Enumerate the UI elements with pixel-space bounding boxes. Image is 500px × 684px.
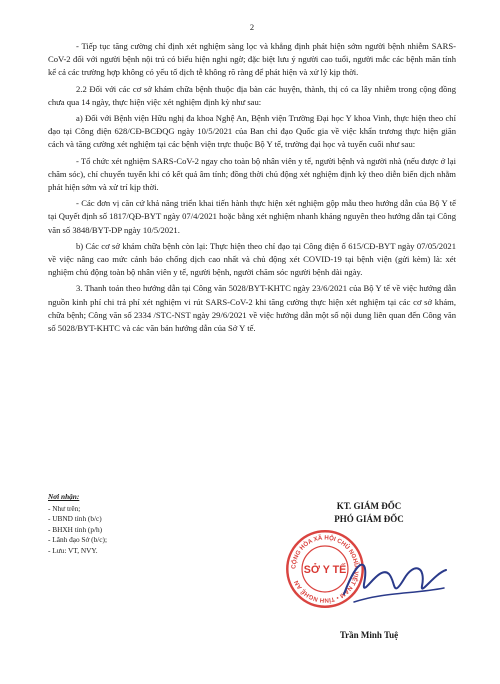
page-number: 2 [249,22,255,32]
signer-name: Trần Minh Tuệ [339,630,399,640]
recipient-item: - Như trên; [48,503,81,513]
handwritten-signature-icon [334,544,454,614]
document-body [48,40,456,335]
recipient-item: - Lưu: VT, NVY. [48,545,98,555]
paragraph-item-a: a) Đối với Bệnh viện Hữu nghị đa khoa Nghệ An, Bệnh viện Trường Đại học Y khoa Vinh, thực hiện theo chỉ đạo tại Công điện 628/CĐ-BCĐQG ngày 10/5/2021 của Ban chỉ đạo Quốc gia về việc khẩn trương thực hiện giãn cách và tăng cường xét nghiệm tại các bệnh viện trực thuộc Bộ Y tế, trường đại học và tuyến cuối như sau: [48,113,456,150]
recipient-item: - BHXH tỉnh (p/h) [48,524,103,534]
signature-role-line2: PHÓ GIÁM ĐỐC [334,514,404,524]
signature-block [274,500,464,640]
paragraph-section-3: 3. Thanh toán theo hướng dẫn tại Công văn 5028/BYT-KHTC ngày 23/6/2021 của Bộ Y tế về việc hướng dẫn nguồn kinh phí chi trả phí xét nghiệm vi rút SARS-CoV-2 khi tăng cường thực hiện xét nghiệm tại các cơ sở khám, chữa bệnh; Công văn số 2334 /STC-NST ngày 29/6/2021 về việc hướng dẫn một số nội dung liên quan đến Công văn số 5028/BYT-KHTC và các văn bản hướng dẫn của Sở Y tế. [48,283,456,334]
paragraph-bullet-pooled: - Các đơn vị căn cứ khả năng triển khai tiến hành thực hiện xét nghiệm gộp mẫu theo hướng dẫn của Bộ Y tế tại Quyết định số 1817/QĐ-BYT ngày 07/4/2021 hoặc bằng xét nghiệm nhanh kháng nguyên theo hướng dẫn tại Công văn số 3848/BYT-DP ngày 10/5/2021. [48,198,456,235]
signature-role-line1: KT. GIÁM ĐỐC [336,501,402,511]
paragraph-section-2-2: 2.2 Đối với các cơ sở khám chữa bệnh thuộc địa bàn các huyện, thành, thị có ca lây nhiễm trong cộng đồng chưa qua 14 ngày, thực hiện việc xét nghiệm định kỳ như sau: [48,83,456,107]
stamp-ring-text: CỘNG HÒA XÃ HỘI CHỦ NGHĨA VIỆT NAM • TỈNH NGHỆ AN [290,534,360,604]
recipients-title: Nơi nhận: [48,492,80,501]
paragraph-bullet-testing: - Tổ chức xét nghiệm SARS-CoV-2 ngay cho toàn bộ nhân viên y tế, người bệnh và người nhà (nếu được ở lại chăm sóc), chỉ chuyển tuyến khi có kết quả âm tính; đồng thời chủ động xét nghiệm định kỳ theo diễn biến dịch nhằm phát hiện sớm và xử trí kịp thời. [48,155,456,193]
recipients-block [48,492,218,640]
stamp-area [274,526,464,626]
recipient-item: - UBND tỉnh (b/c) [48,514,102,523]
recipient-item: - Lãnh đạo Sở (b/c); [48,535,107,544]
stamp-center-text: SỞ Y TẾ [303,564,347,577]
paragraph-bullet-screening: - Tiếp tục tăng cường chỉ định xét nghiệm sàng lọc và khẳng định phát hiện sớm người bệnh nhiễm SARS-CoV-2 đối với người bệnh nội trú có biểu hiện nghi ngờ; đặc biệt lưu ý người cao tuổi, người mắc các bệnh mãn tính kể cả các trường hợp không có yếu tố dịch tễ không rõ ràng để phát hiện và xử lý kịp thời. [48,41,456,78]
paragraph-item-b: b) Các cơ sở khám chữa bệnh còn lại: Thực hiện theo chỉ đạo tại Công điện ố 615/CĐ-BYT ngày 07/05/2021 về việc nâng cao mức cảnh báo chống dịch cao nhất và chủ động xét COVID-19 tại bệnh viện (gửi kèm) là: xét nghiệm chủ động toàn bộ nhân viên y tế, người bệnh, người chăm sóc người bệnh dài ngày. [48,240,456,278]
document-footer [48,492,464,640]
